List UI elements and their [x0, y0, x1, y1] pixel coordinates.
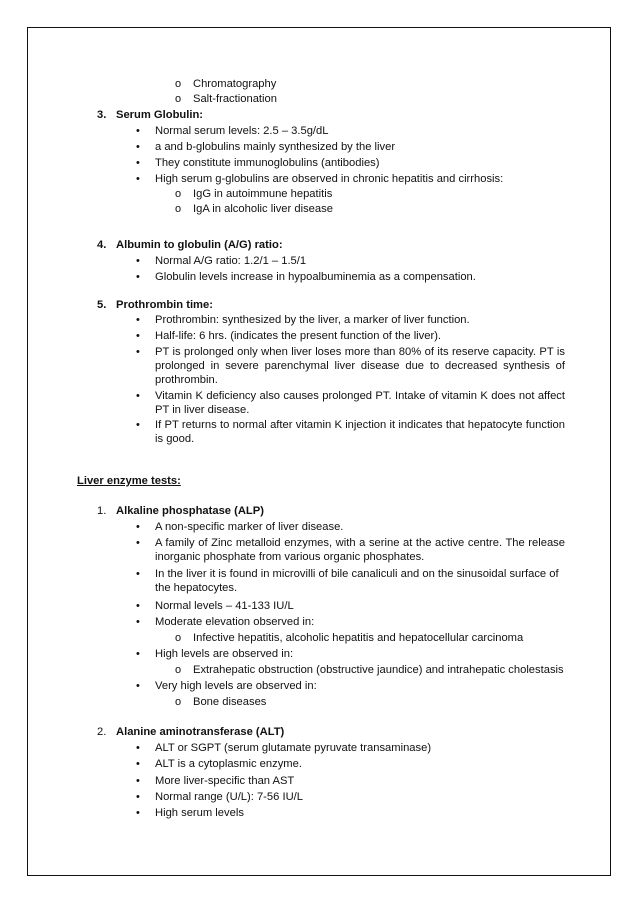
- list-item: If PT returns to normal after vitamin K injection it indicates that hepatocyte function is good.: [155, 419, 565, 445]
- circle-bullet-icon: o: [175, 696, 182, 708]
- section-number: 5.: [97, 299, 107, 311]
- bullet-icon: •: [136, 173, 140, 185]
- bullet-icon: •: [136, 775, 140, 787]
- list-item: a and b-globulins mainly synthesized by the liver: [155, 141, 396, 153]
- list-item: In the liver it is found in microvilli of bile canaliculi and on the sinusoidal surface of the hepatocytes.: [155, 568, 559, 594]
- bullet-icon: •: [136, 791, 140, 803]
- circle-bullet-icon: o: [175, 203, 182, 215]
- circle-bullet-icon: o: [175, 188, 182, 200]
- section-heading: Liver enzyme tests:: [77, 475, 181, 487]
- sub-item: Bone diseases: [193, 696, 267, 708]
- list-item: ALT or SGPT (serum glutamate pyruvate transaminase): [155, 742, 432, 754]
- bullet-icon: •: [136, 346, 140, 358]
- bullet-icon: •: [136, 807, 140, 819]
- list-item: Vitamin K deficiency also causes prolonged PT. Intake of vitamin K does not affect PT in liver disease.: [155, 390, 565, 416]
- bullet-icon: •: [136, 568, 140, 580]
- bullet-icon: •: [136, 648, 140, 660]
- circle-bullet-icon: o: [175, 664, 182, 676]
- bullet-icon: •: [136, 680, 140, 692]
- section-title: Albumin to globulin (A/G) ratio:: [116, 239, 283, 251]
- section-title: Prothrombin time:: [116, 299, 213, 311]
- bullet-icon: •: [136, 742, 140, 754]
- list-item: A family of Zinc metalloid enzymes, with a serine at the active centre. The release inorganic phosphate from various organic phosphates.: [155, 537, 565, 563]
- sub-item: IgA in alcoholic liver disease: [193, 203, 333, 215]
- bullet-icon: •: [136, 390, 140, 402]
- bullet-icon: •: [136, 537, 140, 549]
- bullet-icon: •: [136, 521, 140, 533]
- list-item: Normal levels – 41-133 IU/L: [155, 600, 294, 612]
- list-item: They constitute immunoglobulins (antibodies): [155, 157, 380, 169]
- sub-item: Extrahepatic obstruction (obstructive jaundice) and intrahepatic cholestasis: [193, 664, 564, 676]
- bullet-icon: •: [136, 141, 140, 153]
- section-number: 2.: [97, 726, 107, 738]
- section-title: Alanine aminotransferase (ALT): [116, 726, 285, 738]
- list-item: A non-specific marker of liver disease.: [155, 521, 344, 533]
- circle-bullet-icon: o: [175, 632, 182, 644]
- list-item: Prothrombin: synthesized by the liver, a marker of liver function.: [155, 314, 470, 326]
- bullet-icon: •: [136, 271, 140, 283]
- list-item: Globulin levels increase in hypoalbuminemia as a compensation.: [155, 271, 476, 283]
- bullet-icon: •: [136, 616, 140, 628]
- section-number: 4.: [97, 239, 107, 251]
- sub-item: IgG in autoimmune hepatitis: [193, 188, 333, 200]
- list-item: High levels are observed in:: [155, 648, 294, 660]
- sub-item: Salt-fractionation: [193, 93, 277, 105]
- list-item: High serum levels: [155, 807, 244, 819]
- list-item: Normal A/G ratio: 1.2/1 – 1.5/1: [155, 255, 307, 267]
- bullet-icon: •: [136, 330, 140, 342]
- bullet-icon: •: [136, 314, 140, 326]
- section-number: 3.: [97, 109, 107, 121]
- list-item: Normal range (U/L): 7-56 IU/L: [155, 791, 303, 803]
- list-item: Half-life: 6 hrs. (indicates the present function of the liver).: [155, 330, 442, 342]
- section-title: Serum Globulin:: [116, 109, 204, 121]
- bullet-icon: •: [136, 600, 140, 612]
- section-number: 1.: [97, 505, 107, 517]
- bullet-icon: •: [136, 255, 140, 267]
- list-item: Moderate elevation observed in:: [155, 616, 315, 628]
- list-item: Very high levels are observed in:: [155, 680, 317, 692]
- sub-item: Infective hepatitis, alcoholic hepatitis and hepatocellular carcinoma: [193, 632, 524, 644]
- section-title: Alkaline phosphatase (ALP): [116, 505, 264, 517]
- list-item: More liver-specific than AST: [155, 775, 295, 787]
- sub-item: Chromatography: [193, 78, 277, 90]
- list-item: High serum g-globulins are observed in chronic hepatitis and cirrhosis:: [155, 173, 504, 185]
- circle-bullet-icon: o: [175, 93, 182, 105]
- list-item: PT is prolonged only when liver loses more than 80% of its reserve capacity. PT is prolonged in severe parenchymal liver disease due to decreased synthesis of prothrombin.: [155, 346, 565, 386]
- bullet-icon: •: [136, 125, 140, 137]
- bullet-icon: •: [136, 758, 140, 770]
- list-item: ALT is a cytoplasmic enzyme.: [155, 758, 302, 770]
- circle-bullet-icon: o: [175, 78, 182, 90]
- bullet-icon: •: [136, 419, 140, 431]
- list-item: Normal serum levels: 2.5 – 3.5g/dL: [155, 125, 329, 137]
- bullet-icon: •: [136, 157, 140, 169]
